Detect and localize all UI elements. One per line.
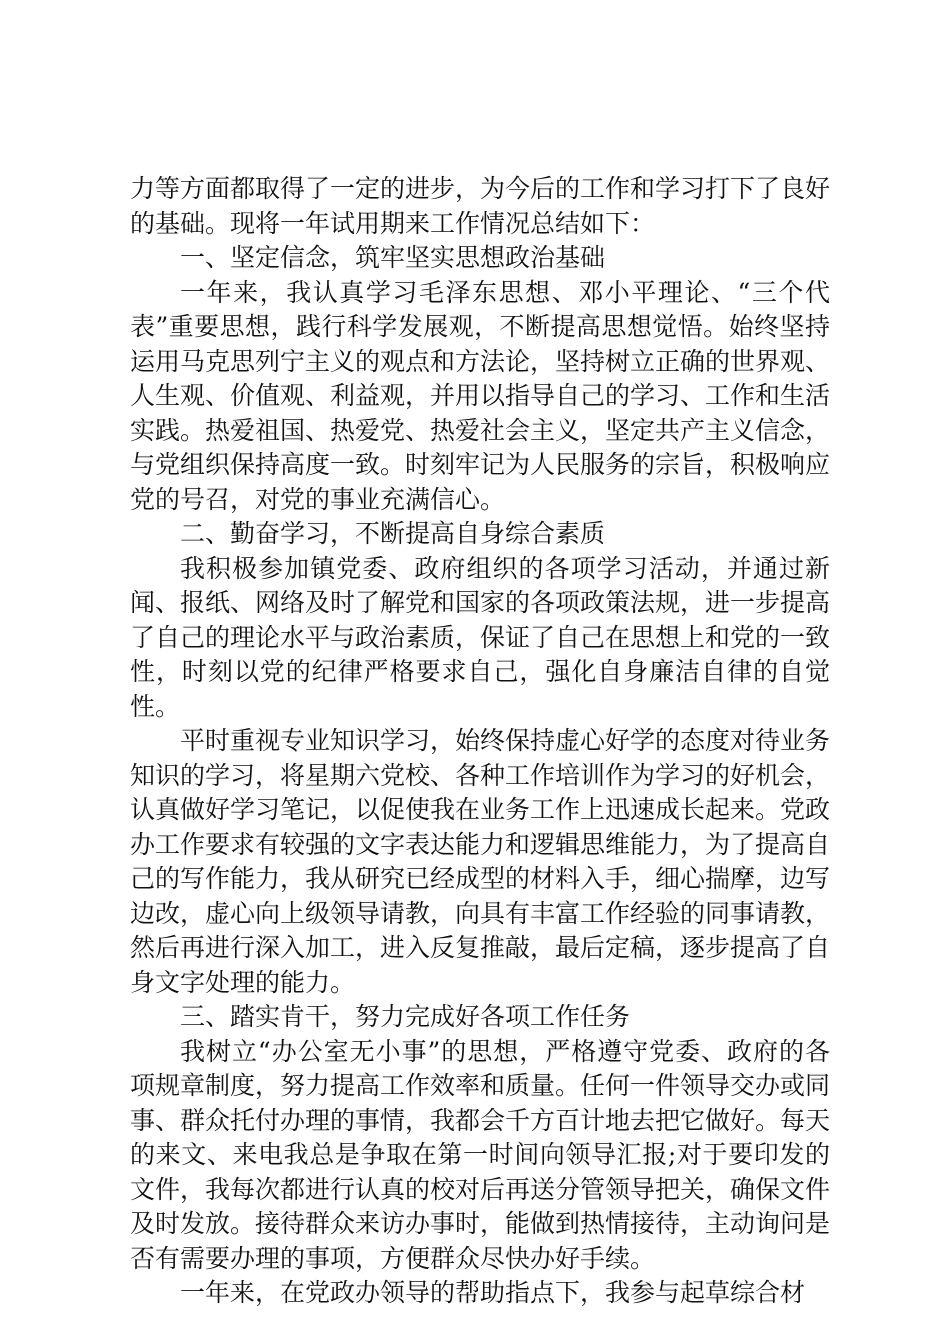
section-heading-3: 三、踏实肯干，努力完成好各项工作任务 bbox=[180, 1002, 631, 1031]
section-heading-1: 一、坚定信念，筑牢坚实思想政治基础 bbox=[180, 243, 606, 272]
paragraph-ideology: 一年来，我认真学习毛泽东思想、邓小平理论、“三个代表”重要思想，践行科学发展观，不断提高思想觉悟。始终坚持运用马克思列宁主义的观点和方法论，坚持树立正确的世界观、人生观、价值观、利益观，并用以指导自己的学习、工作和生活实践。热爱祖国、热爱党、热爱社会主义，坚定共产主义信念，与党组织保持高度一致。时刻牢记为人民服务的宗旨，积极响应党的号召，对党的事业充满信心。 bbox=[130, 277, 831, 514]
section-heading-2: 二、勤奋学习，不断提高自身综合素质 bbox=[180, 519, 606, 548]
paragraph-professional-learning: 平时重视专业知识学习，始终保持虚心好学的态度对待业务知识的学习，将星期六党校、各种工作培训作为学习的好机会，认真做好学习笔记，以促使我在业务工作上迅速成长起来。党政办工作要求有较强的文字表达能力和逻辑思维能力，为了提高自己的写作能力，我从研究已经成型的材料入手，细心揣摩，边写边改，虚心向上级领导请教，向具有丰富工作经验的同事请教，然后再进行深入加工，进入反复推敲，最后定稿，逐步提高了自身文字处理的能力。 bbox=[130, 726, 831, 997]
paragraph-intro-continuation: 力等方面都取得了一定的进步，为今后的工作和学习打下了良好的基础。现将一年试用期来工作情况总结如下： bbox=[130, 174, 831, 238]
paragraph-study-activities: 我积极参加镇党委、政府组织的各项学习活动，并通过新闻、报纸、网络及时了解党和国家的各项政策法规，进一步提高了自己的理论水平与政治素质，保证了自己在思想上和党的一致性，时刻以党的纪律严格要求自己，强化自身廉洁自律的自觉性。 bbox=[130, 553, 831, 721]
paragraph-drafting: 一年来，在党政办领导的帮助指点下，我参与起草综合材 bbox=[180, 1278, 806, 1307]
paragraph-office-work: 我树立“办公室无小事”的思想，严格遵守党委、政府的各项规章制度，努力提高工作效率和质量。任何一件领导交办或同事、群众托付办理的事情，我都会千方百计地去把它做好。每天的来文、来电我总是争取在第一时间向领导汇报;对于要印发的文件，我每次都进行认真的校对后再送分管领导把关，确保文件及时发放。接待群众来访办事时，能做到热情接待，主动询问是否有需要办理的事项，方便群众尽快办好手续。 bbox=[130, 1036, 831, 1273]
document-body bbox=[130, 172, 830, 1311]
